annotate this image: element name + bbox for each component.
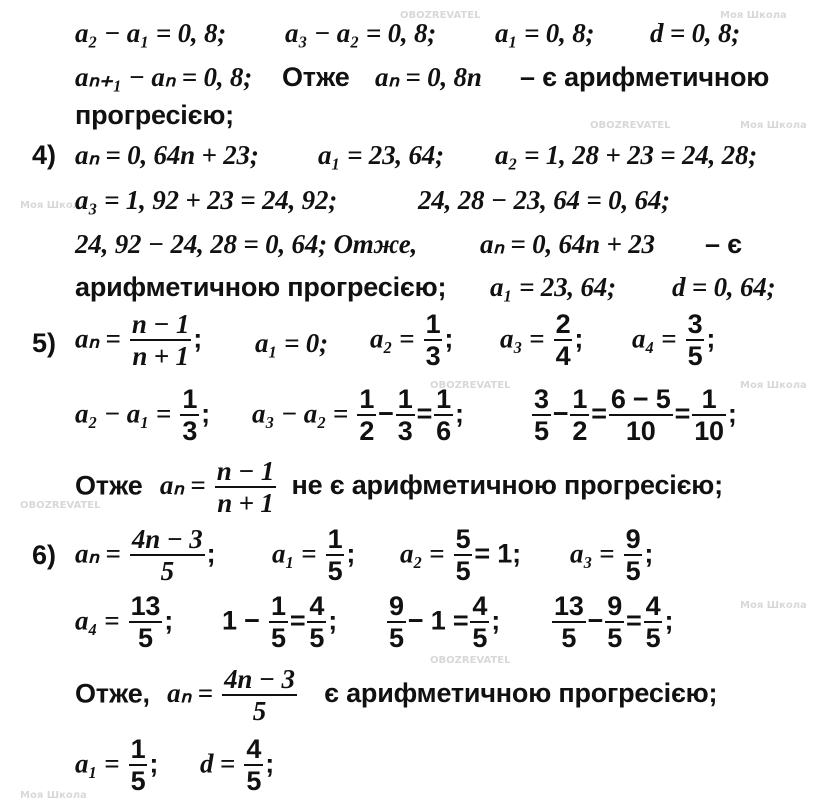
term-label: a₃ = bbox=[570, 538, 615, 569]
numerator: 9 bbox=[607, 591, 623, 621]
denominator: 6 bbox=[436, 416, 451, 447]
denominator: 5 bbox=[607, 623, 623, 654]
numerator: n − 1 bbox=[131, 309, 190, 339]
watermark: OBOZREVATEL bbox=[430, 380, 511, 391]
numerator: 1 bbox=[572, 384, 588, 414]
fraction bbox=[570, 385, 589, 446]
fraction bbox=[605, 592, 624, 653]
difference-label: a₂ − a₁ = bbox=[75, 398, 172, 429]
fraction bbox=[454, 525, 473, 586]
term-label: aₙ = bbox=[167, 678, 213, 709]
operator: − 1 = bbox=[407, 605, 469, 636]
difference-a2-a1: 24, 28 − 23, 64 = 0, 64; bbox=[418, 185, 670, 215]
conclusion-word: Отже, bbox=[75, 678, 150, 709]
denominator: 5 bbox=[455, 556, 471, 587]
watermark: Моя Школа bbox=[740, 120, 807, 131]
denominator: n + 1 bbox=[217, 488, 274, 519]
numerator: 1 bbox=[327, 524, 343, 554]
numerator: 1 bbox=[271, 591, 286, 621]
denominator: 5 bbox=[130, 766, 146, 797]
problem-label: 6) bbox=[32, 540, 57, 570]
denominator: 5 bbox=[309, 623, 325, 654]
term-label: a₄ = bbox=[632, 323, 677, 354]
value: = 1; bbox=[474, 538, 521, 569]
operator: = bbox=[626, 605, 642, 636]
denominator: 2 bbox=[572, 416, 588, 447]
watermark: Моя Школа bbox=[20, 200, 87, 211]
denominator: 5 bbox=[645, 623, 661, 654]
fraction bbox=[644, 592, 663, 653]
term-label: a₁ = bbox=[272, 538, 317, 569]
watermark: Моя Школа bbox=[720, 10, 787, 21]
denominator: 4 bbox=[555, 341, 571, 372]
term-label: aₙ = bbox=[75, 323, 121, 354]
watermark: Моя Школа bbox=[20, 790, 87, 801]
separator: ; bbox=[201, 398, 210, 429]
operator: = bbox=[674, 398, 691, 429]
common-difference: d = 0, 64; bbox=[672, 272, 776, 302]
conclusion-word: Отже bbox=[282, 62, 350, 92]
fraction bbox=[434, 385, 453, 446]
numerator: 3 bbox=[687, 309, 703, 339]
problem-label: 4) bbox=[32, 140, 57, 170]
common-difference: d = 0, 8; bbox=[650, 18, 741, 48]
conclusion-text: арифметичною прогресією; bbox=[75, 272, 447, 302]
separator: ; bbox=[164, 605, 173, 636]
fraction bbox=[692, 385, 726, 446]
operand: 1 − bbox=[222, 605, 260, 636]
denominator: n + 1 bbox=[132, 341, 189, 372]
denominator: 3 bbox=[182, 416, 198, 447]
fraction bbox=[396, 385, 415, 446]
denominator: 3 bbox=[397, 416, 413, 447]
term-label: a₁ = bbox=[75, 748, 120, 779]
numerator: 2 bbox=[555, 309, 571, 339]
denominator: 5 bbox=[160, 556, 174, 587]
operator: − bbox=[552, 398, 569, 429]
separator: ; bbox=[328, 605, 338, 636]
numerator: 9 bbox=[389, 591, 404, 621]
denominator: 5 bbox=[252, 696, 267, 727]
numerator: 4 bbox=[645, 591, 661, 621]
third-term: a₃ = 1, 92 + 23 = 24, 92; bbox=[75, 185, 338, 215]
separator: ; bbox=[664, 605, 674, 636]
numerator: 4 bbox=[309, 591, 325, 621]
denominator: 5 bbox=[561, 623, 577, 654]
watermark: OBOZREVATEL bbox=[430, 655, 511, 666]
numerator: 1 bbox=[359, 384, 375, 414]
conclusion-text: не є арифметичною прогресією; bbox=[291, 470, 723, 501]
difference-a2-a1: a₂ − a₁ = 0, 8; bbox=[75, 18, 227, 48]
term-label: a₃ = bbox=[500, 323, 545, 354]
numerator: 1 bbox=[701, 384, 717, 414]
watermark: OBOZREVATEL bbox=[590, 120, 671, 131]
second-term: a₂ = 1, 28 + 23 = 24, 28; bbox=[495, 140, 758, 170]
numerator: 1 bbox=[425, 309, 441, 339]
numerator: 4n − 3 bbox=[224, 664, 295, 694]
numerator: 5 bbox=[455, 524, 471, 554]
difference-a3-a2: 24, 92 − 24, 28 = 0, 64; Отже, bbox=[75, 229, 418, 259]
fraction bbox=[222, 665, 297, 726]
separator: ; bbox=[491, 605, 501, 636]
operator: − bbox=[378, 398, 394, 429]
operator: = bbox=[416, 398, 433, 429]
fraction bbox=[424, 310, 443, 371]
fraction bbox=[129, 735, 148, 796]
fraction bbox=[244, 735, 263, 796]
term-label: a₄ = bbox=[75, 605, 120, 636]
operator: = bbox=[591, 398, 607, 429]
difference-a3-a2: a₃ − a₂ = 0, 8; bbox=[285, 18, 437, 48]
conclusion-word: Отже bbox=[75, 470, 143, 501]
watermark: Моя Школа bbox=[740, 380, 807, 391]
separator: ; bbox=[346, 538, 356, 569]
denominator: 5 bbox=[625, 556, 641, 587]
difference-label: a₃ − a₂ = bbox=[252, 398, 349, 429]
separator: ; bbox=[706, 323, 716, 354]
first-term: a₁ = 23, 64; bbox=[318, 140, 444, 170]
separator: ; bbox=[454, 398, 464, 429]
watermark: OBOZREVATEL bbox=[20, 500, 101, 511]
term-label: a₂ = bbox=[400, 538, 445, 569]
term-label: aₙ = bbox=[75, 538, 121, 569]
formula-an: aₙ = 0, 8n bbox=[375, 62, 482, 92]
denominator: 5 bbox=[271, 623, 286, 654]
numerator: 13 bbox=[130, 591, 161, 621]
separator: ; bbox=[727, 398, 737, 429]
watermark: Моя Школа bbox=[740, 600, 807, 611]
fraction bbox=[470, 592, 489, 653]
conclusion-text: прогресією; bbox=[75, 100, 234, 130]
fraction bbox=[532, 385, 551, 446]
denominator: 5 bbox=[246, 766, 262, 797]
denominator: 10 bbox=[694, 416, 724, 447]
numerator: 4 bbox=[472, 591, 488, 621]
fraction bbox=[357, 385, 376, 446]
separator: ; bbox=[644, 538, 654, 569]
numerator: 4 bbox=[246, 734, 262, 764]
term-label: d = bbox=[200, 748, 236, 779]
separator: ; bbox=[265, 748, 274, 779]
denominator: 5 bbox=[472, 623, 488, 654]
fraction bbox=[269, 592, 288, 653]
fraction bbox=[624, 525, 643, 586]
fraction bbox=[609, 385, 673, 446]
fraction bbox=[552, 592, 586, 653]
recurrence-difference: aₙ₊₁ − aₙ = 0, 8; bbox=[75, 62, 253, 92]
separator: ; bbox=[444, 323, 454, 354]
conclusion-text: – є арифметичною bbox=[520, 62, 770, 92]
first-term: a₁ = 0; bbox=[255, 328, 328, 358]
numerator: 3 bbox=[534, 384, 549, 414]
operator: = bbox=[289, 605, 306, 636]
separator: ; bbox=[574, 323, 584, 354]
watermark: OBOZREVATEL bbox=[400, 10, 481, 21]
fraction bbox=[129, 592, 163, 653]
fraction bbox=[387, 592, 406, 653]
fraction bbox=[215, 457, 276, 518]
numerator: 4n − 3 bbox=[131, 524, 203, 554]
denominator: 5 bbox=[137, 623, 153, 654]
fraction bbox=[307, 592, 326, 653]
numerator: 1 bbox=[130, 734, 146, 764]
fraction bbox=[686, 310, 705, 371]
numerator: 1 bbox=[397, 384, 413, 414]
term-label: aₙ = bbox=[159, 470, 206, 501]
denominator: 5 bbox=[687, 341, 703, 372]
formula-an: aₙ = 0, 64n + 23; bbox=[75, 140, 259, 170]
denominator: 5 bbox=[389, 623, 404, 654]
fraction bbox=[130, 525, 205, 586]
fraction bbox=[554, 310, 573, 371]
operator: − bbox=[587, 605, 604, 636]
first-term: a₁ = 23, 64; bbox=[490, 272, 616, 302]
conclusion-text: – є bbox=[705, 229, 742, 259]
separator: ; bbox=[206, 538, 216, 569]
conclusion-text: є арифметичною прогресією; bbox=[324, 678, 718, 709]
denominator: 3 bbox=[425, 341, 441, 372]
separator: ; bbox=[149, 748, 159, 779]
numerator: 1 bbox=[182, 384, 198, 414]
numerator: 1 bbox=[436, 384, 451, 414]
denominator: 5 bbox=[327, 556, 343, 587]
fraction bbox=[180, 385, 199, 446]
formula-an: aₙ = 0, 64n + 23 bbox=[480, 229, 655, 259]
denominator: 2 bbox=[359, 416, 375, 447]
numerator: 9 bbox=[625, 524, 641, 554]
fraction bbox=[130, 310, 191, 371]
denominator: 5 bbox=[534, 416, 549, 447]
first-term: a₁ = 0, 8; bbox=[495, 18, 595, 48]
problem-label: 5) bbox=[32, 328, 57, 358]
numerator: 6 − 5 bbox=[610, 384, 671, 414]
term-label: a₂ = bbox=[370, 323, 415, 354]
numerator: n − 1 bbox=[216, 456, 275, 486]
separator: ; bbox=[193, 323, 203, 354]
numerator: 13 bbox=[554, 591, 584, 621]
denominator: 10 bbox=[625, 416, 656, 447]
fraction bbox=[326, 525, 345, 586]
